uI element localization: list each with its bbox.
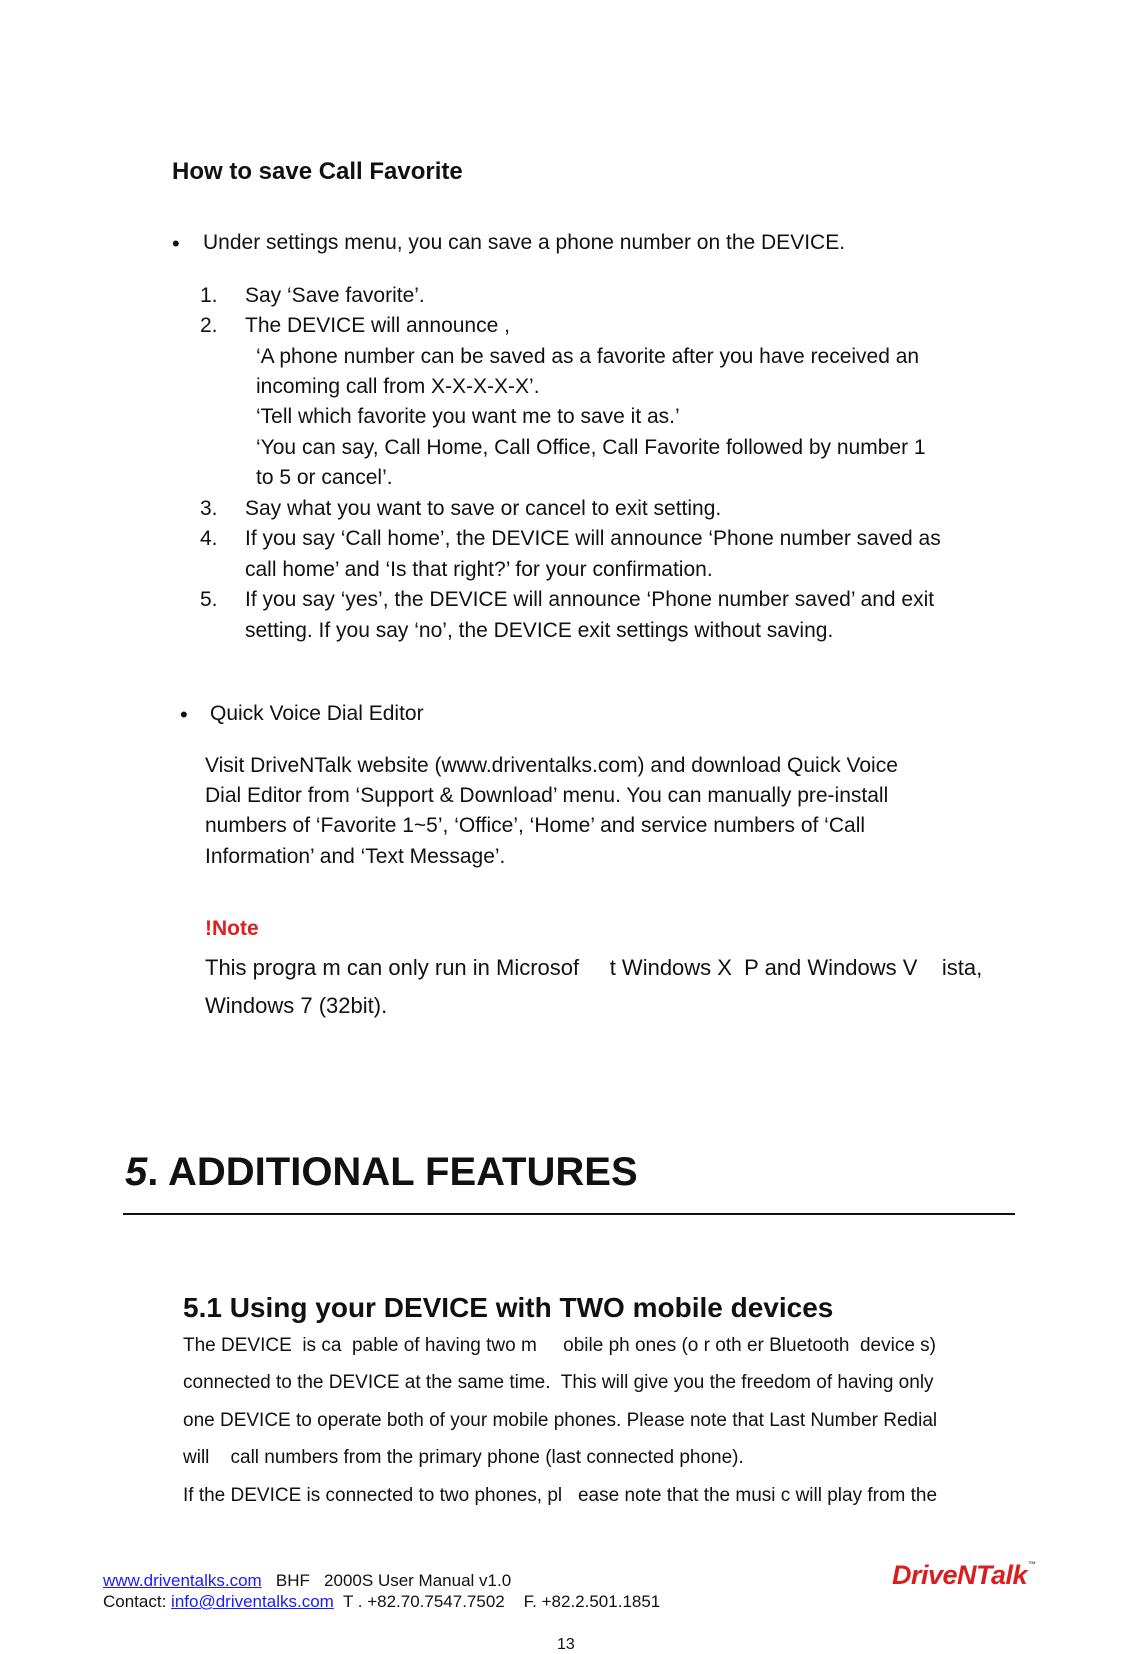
step-text: ‘Tell which favorite you want me to save it as.’ <box>256 405 680 428</box>
footer-line-2 <box>103 1592 660 1612</box>
contact-label: Contact: <box>103 1592 167 1611</box>
step-text: ‘You can say, Call Home, Call Office, Call Favorite followed by number 1 <box>256 436 926 459</box>
section-title-text: . ADDITIONAL FEATURES <box>147 1150 638 1194</box>
step-number: 4. <box>200 527 218 550</box>
trademark-mark: ™ <box>1028 1560 1036 1569</box>
note-text: Windows 7 (32bit). <box>205 993 388 1018</box>
step-number: 2. <box>200 314 218 337</box>
logo-text: DriveNTalk <box>892 1560 1028 1590</box>
page-number: 13 <box>557 1636 575 1653</box>
paragraph-line: will call numbers from the primary phone (last connected phone). <box>183 1447 744 1468</box>
website-link[interactable]: www.driventalks.com <box>103 1571 262 1590</box>
bullet-text: Quick Voice Dial Editor <box>210 702 424 725</box>
brand-logo <box>892 1560 1036 1591</box>
step-text: call home’ and ‘Is that right?’ for your confirmation. <box>245 558 713 581</box>
step-number: 1. <box>200 284 218 307</box>
manual-title: BHF 2000S User Manual v1.0 <box>275 1571 512 1590</box>
section-divider <box>123 1213 1015 1215</box>
step-number: 3. <box>200 497 218 520</box>
note-title: !Note <box>205 917 259 940</box>
paragraph-line: Dial Editor from ‘Support & Download’ menu. You can manually pre-install <box>205 784 889 807</box>
footer-line-1 <box>103 1571 511 1591</box>
step-text: If you say ‘yes’, the DEVICE will announce ‘Phone number saved’ and exit <box>245 588 935 611</box>
paragraph-line: one DEVICE to operate both of your mobile phones. Please note that Last Number Redial <box>183 1410 938 1431</box>
paragraph-line: Information’ and ‘Text Message’. <box>205 845 506 868</box>
step-text: ‘A phone number can be saved as a favorite after you have received an <box>256 345 920 368</box>
bullet-text: Under settings menu, you can save a phone number on the DEVICE. <box>203 231 846 254</box>
step-text: The DEVICE will announce , <box>245 314 510 337</box>
phone-number: T . +82.70.7547.7502 <box>342 1592 505 1611</box>
section-number: 5 <box>125 1150 148 1194</box>
paragraph-line: Visit DriveNTalk website (www.driventalks.com) and download Quick Voice <box>205 754 898 777</box>
paragraph-line: numbers of ‘Favorite 1~5’, ‘Office’, ‘Home’ and service numbers of ‘Call <box>205 814 866 837</box>
paragraph-line: If the DEVICE is connected to two phones, pl ease note that the musi c will play from the <box>183 1485 938 1506</box>
paragraph-line: connected to the DEVICE at the same time. This will give you the freedom of having only <box>183 1372 934 1393</box>
fax-number: F. +82.2.501.1851 <box>523 1592 661 1611</box>
section-title <box>125 1150 638 1195</box>
bullet-dot: • <box>180 702 188 727</box>
email-link[interactable]: info@driventalks.com <box>171 1592 334 1611</box>
step-text: If you say ‘Call home’, the DEVICE will announce ‘Phone number saved as <box>245 527 941 550</box>
page-heading: How to save Call Favorite <box>172 158 463 185</box>
step-text: Say ‘Save favorite’. <box>245 284 425 307</box>
step-text: to 5 or cancel’. <box>256 466 393 489</box>
subsection-title: 5.1 Using your DEVICE with TWO mobile devices <box>183 1292 834 1323</box>
step-text: incoming call from X-X-X-X-X’. <box>256 375 540 398</box>
bullet-dot: • <box>172 231 180 256</box>
step-text: Say what you want to save or cancel to exit setting. <box>245 497 722 520</box>
step-text: setting. If you say ‘no’, the DEVICE exit settings without saving. <box>245 619 834 642</box>
note-text: This progra m can only run in Microsof t Windows X P and Windows V ista, <box>205 955 983 980</box>
paragraph-line: The DEVICE is ca pable of having two m obile ph ones (o r oth er Bluetooth device s) <box>183 1335 936 1356</box>
step-number: 5. <box>200 588 218 611</box>
